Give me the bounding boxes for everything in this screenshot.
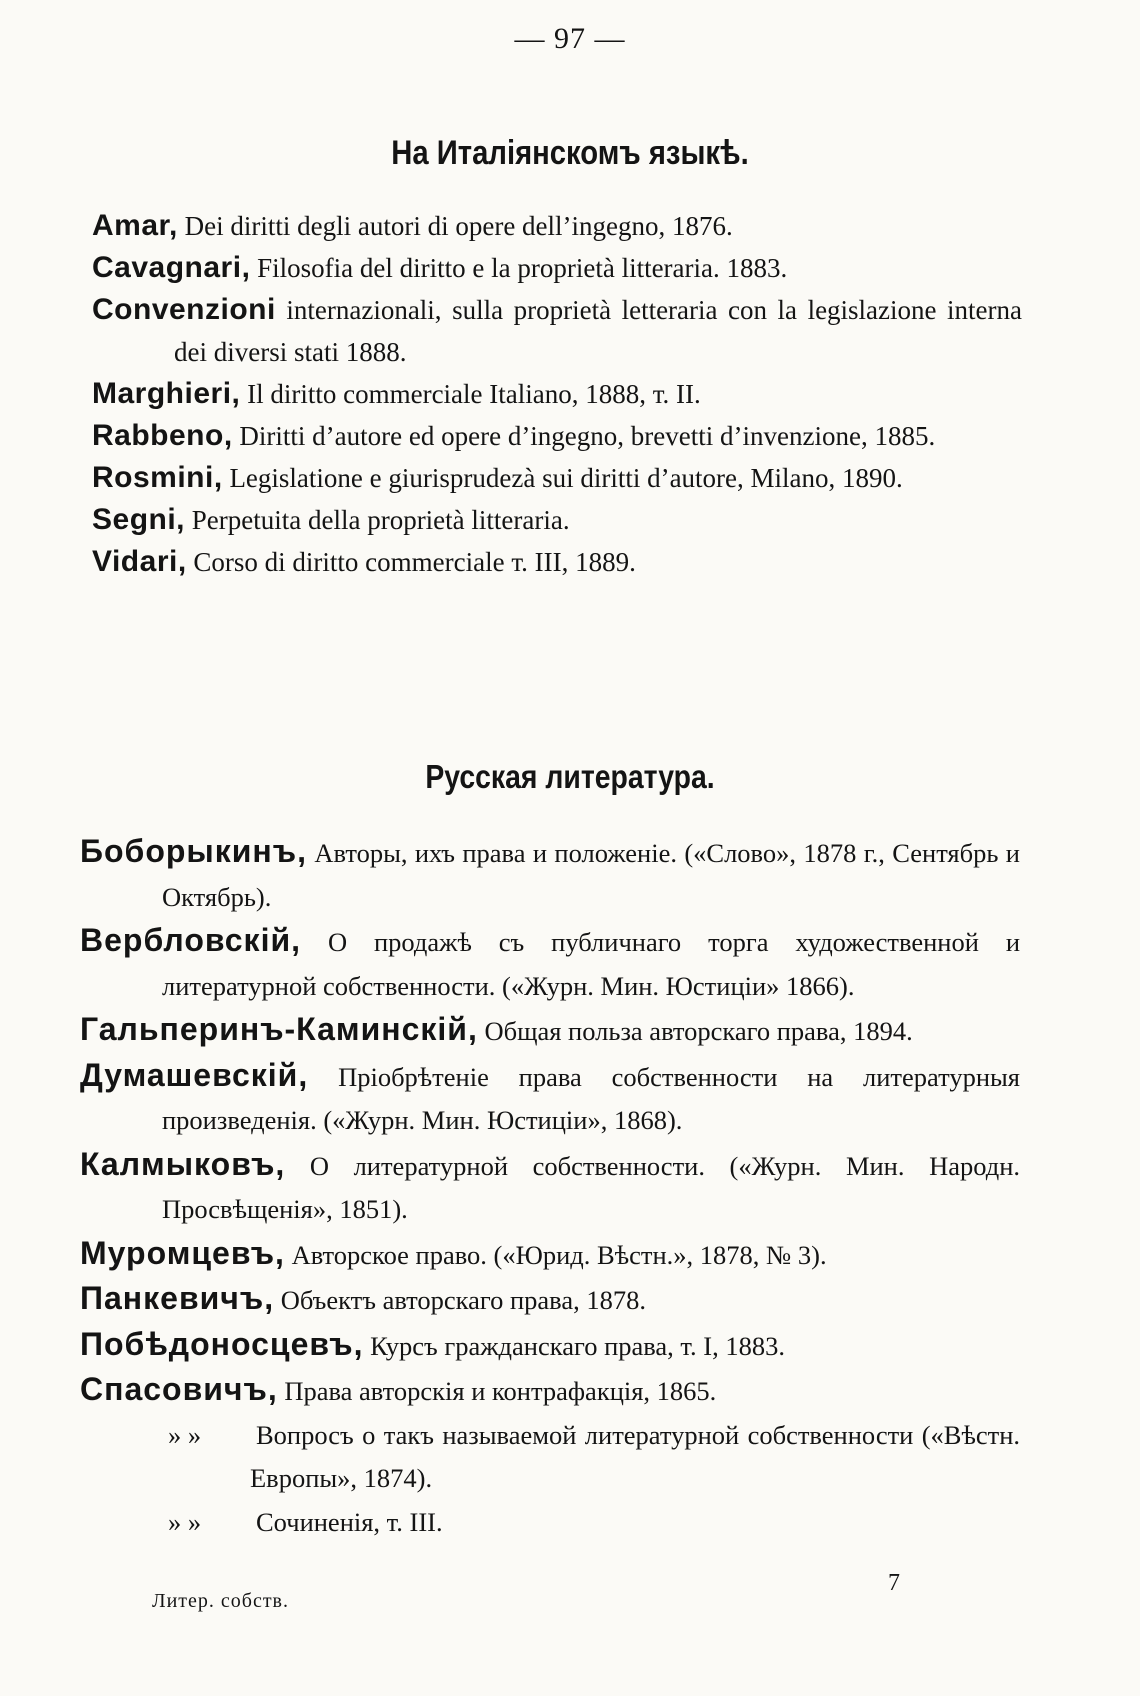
entry-author: Калмыковъ,	[80, 1145, 286, 1182]
bibliography-entry	[80, 830, 1020, 919]
entry-text: Права авторскiя и контрафакцiя, 1865.	[284, 1376, 717, 1406]
entry-author: Побѣдоносцевъ,	[80, 1325, 364, 1362]
entry-text: Курсъ гражданскаго права, т. I, 1883.	[370, 1330, 785, 1361]
entry-author: Segni,	[92, 503, 186, 536]
bibliography-entry	[92, 457, 1022, 499]
entry-author: Гальперинъ-Каминскiй,	[80, 1011, 478, 1047]
russian-bibliography-list	[80, 830, 1020, 1544]
bibliography-entry	[80, 1232, 1020, 1278]
entry-text: Il diritto commerciale Italiano, 1888, т. II.	[247, 379, 701, 409]
entry-text: Прiобрѣтенiе права собственности на литературныя произведенiя. («Журн. Мин. Юстицiи», 1868).	[162, 1061, 1020, 1135]
bibliography-entry	[92, 415, 1022, 457]
entry-text: Авторы, ихъ права и положенiе. («Слово», 1878 г., Сентябрь и Октябрь).	[162, 838, 1020, 912]
ditto-mark: » »	[168, 1419, 202, 1450]
entry-text: Сочиненiя, т. III.	[256, 1506, 443, 1537]
entry-text: Объектъ авторскаго права, 1878.	[280, 1285, 646, 1315]
bibliography-entry	[80, 1323, 1020, 1369]
entry-text: Corso di diritto commerciale т. III, 1889.	[193, 547, 636, 577]
entry-author: Cavagnari,	[92, 251, 251, 284]
bibliography-entry	[92, 373, 1022, 415]
page-number: — 97 —	[514, 22, 626, 55]
entry-author: Rabbeno,	[92, 419, 233, 452]
bibliography-entry	[80, 1143, 1020, 1232]
entry-text: Dei diritti degli autori di opere dell’ingegno, 1876.	[184, 211, 733, 241]
entry-text: Общая польза авторскаго права, 1894.	[484, 1016, 913, 1046]
entry-author: Боборыкинъ,	[80, 833, 307, 869]
bibliography-sub-entry	[80, 1414, 1020, 1501]
entry-author: Думашевскiй,	[80, 1056, 309, 1093]
entry-text: Авторское право. («Юрид. Вѣстн.», 1878, № 3).	[291, 1239, 827, 1270]
entry-text: Perpetuita della proprietà litteraria.	[191, 505, 570, 535]
entry-author: Спасовичъ,	[80, 1371, 278, 1407]
entry-author: Marghieri,	[92, 377, 241, 410]
entry-text: О продажѣ съ публичнаго торга художественной и литературной собственности. («Журн. Мин. Юстицiи» 1866).	[162, 927, 1020, 1001]
entry-text: Вопросъ о такъ называемой литературной собственности («Вѣстн. Европы», 1874).	[250, 1419, 1020, 1493]
entry-author: Amar,	[92, 209, 178, 242]
ditto-mark: » »	[168, 1506, 202, 1537]
bibliography-entry	[80, 1368, 1020, 1414]
bibliography-entry	[80, 1277, 1020, 1323]
bibliography-entry	[92, 205, 1022, 247]
entry-author: Муромцевъ,	[80, 1234, 285, 1271]
entry-author: Convenzioni	[92, 293, 276, 326]
entry-text: internazionali, sulla proprietà letteraria con la legislazione interna dei diversi stati 1888.	[174, 295, 1023, 367]
sheet-number: 7	[888, 1570, 900, 1596]
bibliography-entry	[92, 289, 1022, 373]
entry-text: Legislatione e giurisprudezà sui diritti d’autore, Milano, 1890.	[229, 463, 903, 493]
bibliography-sub-entry	[80, 1501, 1020, 1545]
entry-author: Панкевичъ,	[80, 1280, 275, 1316]
bibliography-entry	[80, 1008, 1020, 1054]
bibliography-entry	[92, 247, 1022, 289]
bibliography-entry	[92, 541, 1022, 583]
italian-section-heading: На Италiянскомъ языкѣ.	[391, 134, 749, 172]
entry-author: Rosmini,	[92, 461, 223, 494]
entry-author: Vidari,	[92, 545, 187, 578]
russian-section-heading: Русская литература.	[425, 758, 715, 795]
entry-text: Filosofia del diritto e la proprietà litteraria. 1883.	[257, 253, 788, 283]
entry-author: Вербловскiй,	[80, 922, 302, 958]
italian-bibliography-list	[92, 205, 1022, 583]
bibliography-entry	[92, 499, 1022, 541]
entry-text: Diritti d’autore ed opere d’ingegno, brevetti d’invenzione, 1885.	[239, 421, 936, 451]
printer-signature: Литер. собств.	[152, 1590, 289, 1612]
entry-text: О литературной собственности. («Журн. Мин. Народн. Просвѣщенiя», 1851).	[162, 1150, 1020, 1224]
bibliography-entry	[80, 1054, 1020, 1143]
bibliography-entry	[80, 919, 1020, 1008]
